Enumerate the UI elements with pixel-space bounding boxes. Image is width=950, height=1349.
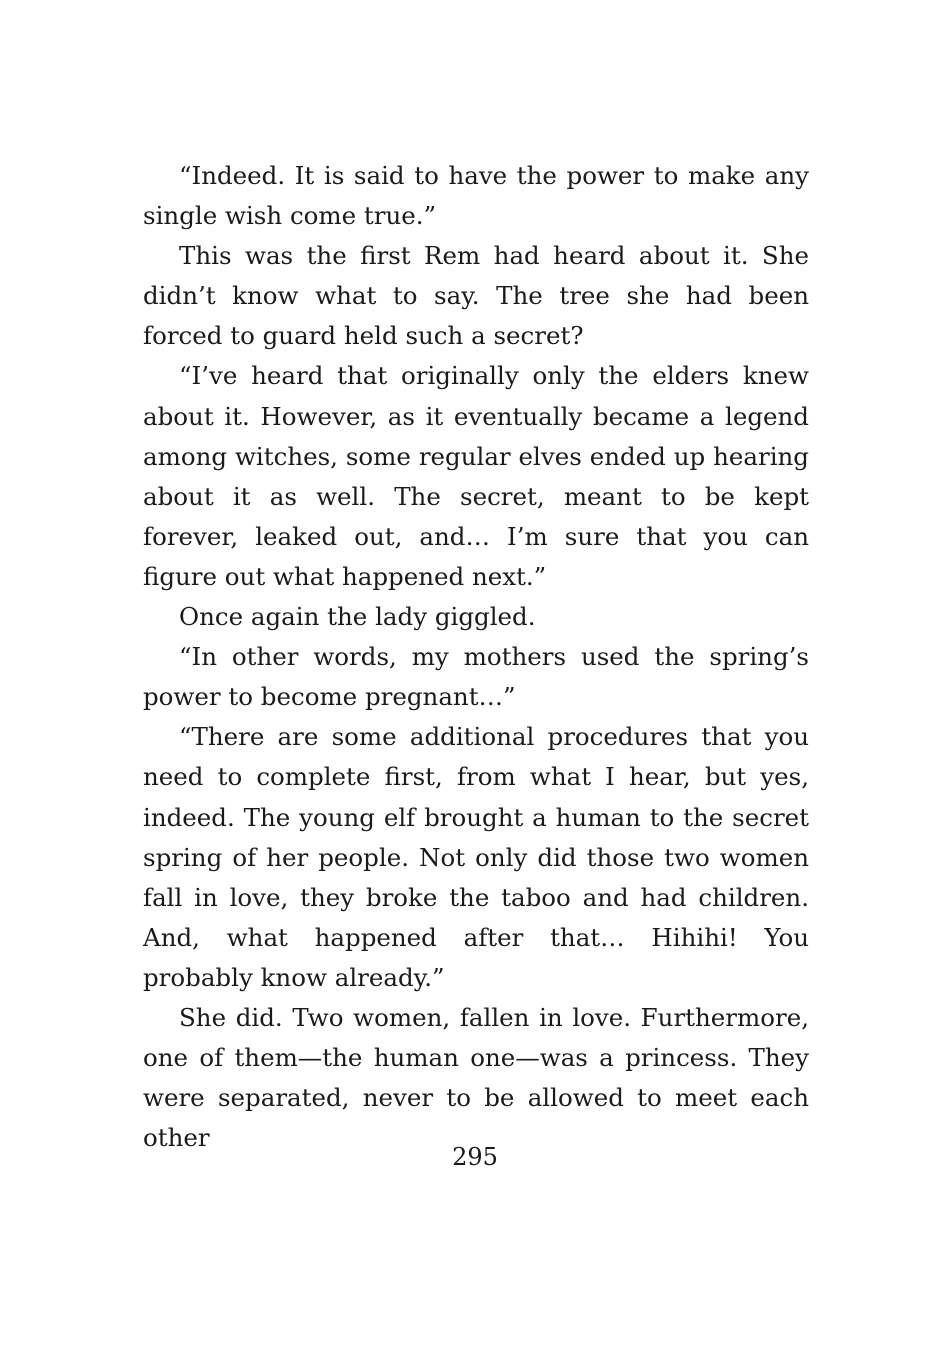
paragraph: “Indeed. It is said to have the power to make any single wish come true.” bbox=[143, 161, 809, 231]
paragraph: “There are some additional procedures that you need to complete first, from what I hear, but yes, indeed. The young elf brought a human to the secret spring of her people. Not only did those two women fall in love, they broke the taboo and had children. And, what happened after that… Hihihi! You probably know already.” bbox=[143, 722, 809, 992]
body-text bbox=[143, 156, 809, 1158]
paragraph: “I’ve heard that originally only the elders knew about it. However, as it eventually became a legend among witches, some regular elves ended up hearing about it as well. The secret, meant to be kept forever, leaked out, and… I’m sure that you can figure out what happened next.” bbox=[143, 361, 809, 591]
paragraph: This was the first Rem had heard about it. She didn’t know what to say. The tree she had been forced to guard held such a secret? bbox=[143, 241, 809, 351]
paragraph: “In other words, my mothers used the spring’s power to become pregnant…” bbox=[143, 642, 809, 712]
page-number: 295 bbox=[452, 1143, 498, 1171]
paragraph: She did. Two women, fallen in love. Furthermore, one of them—the human one—was a princess. They were separated, never to be allowed to meet each other bbox=[143, 1002, 809, 1153]
paragraph: Once again the lady giggled. bbox=[179, 602, 536, 632]
